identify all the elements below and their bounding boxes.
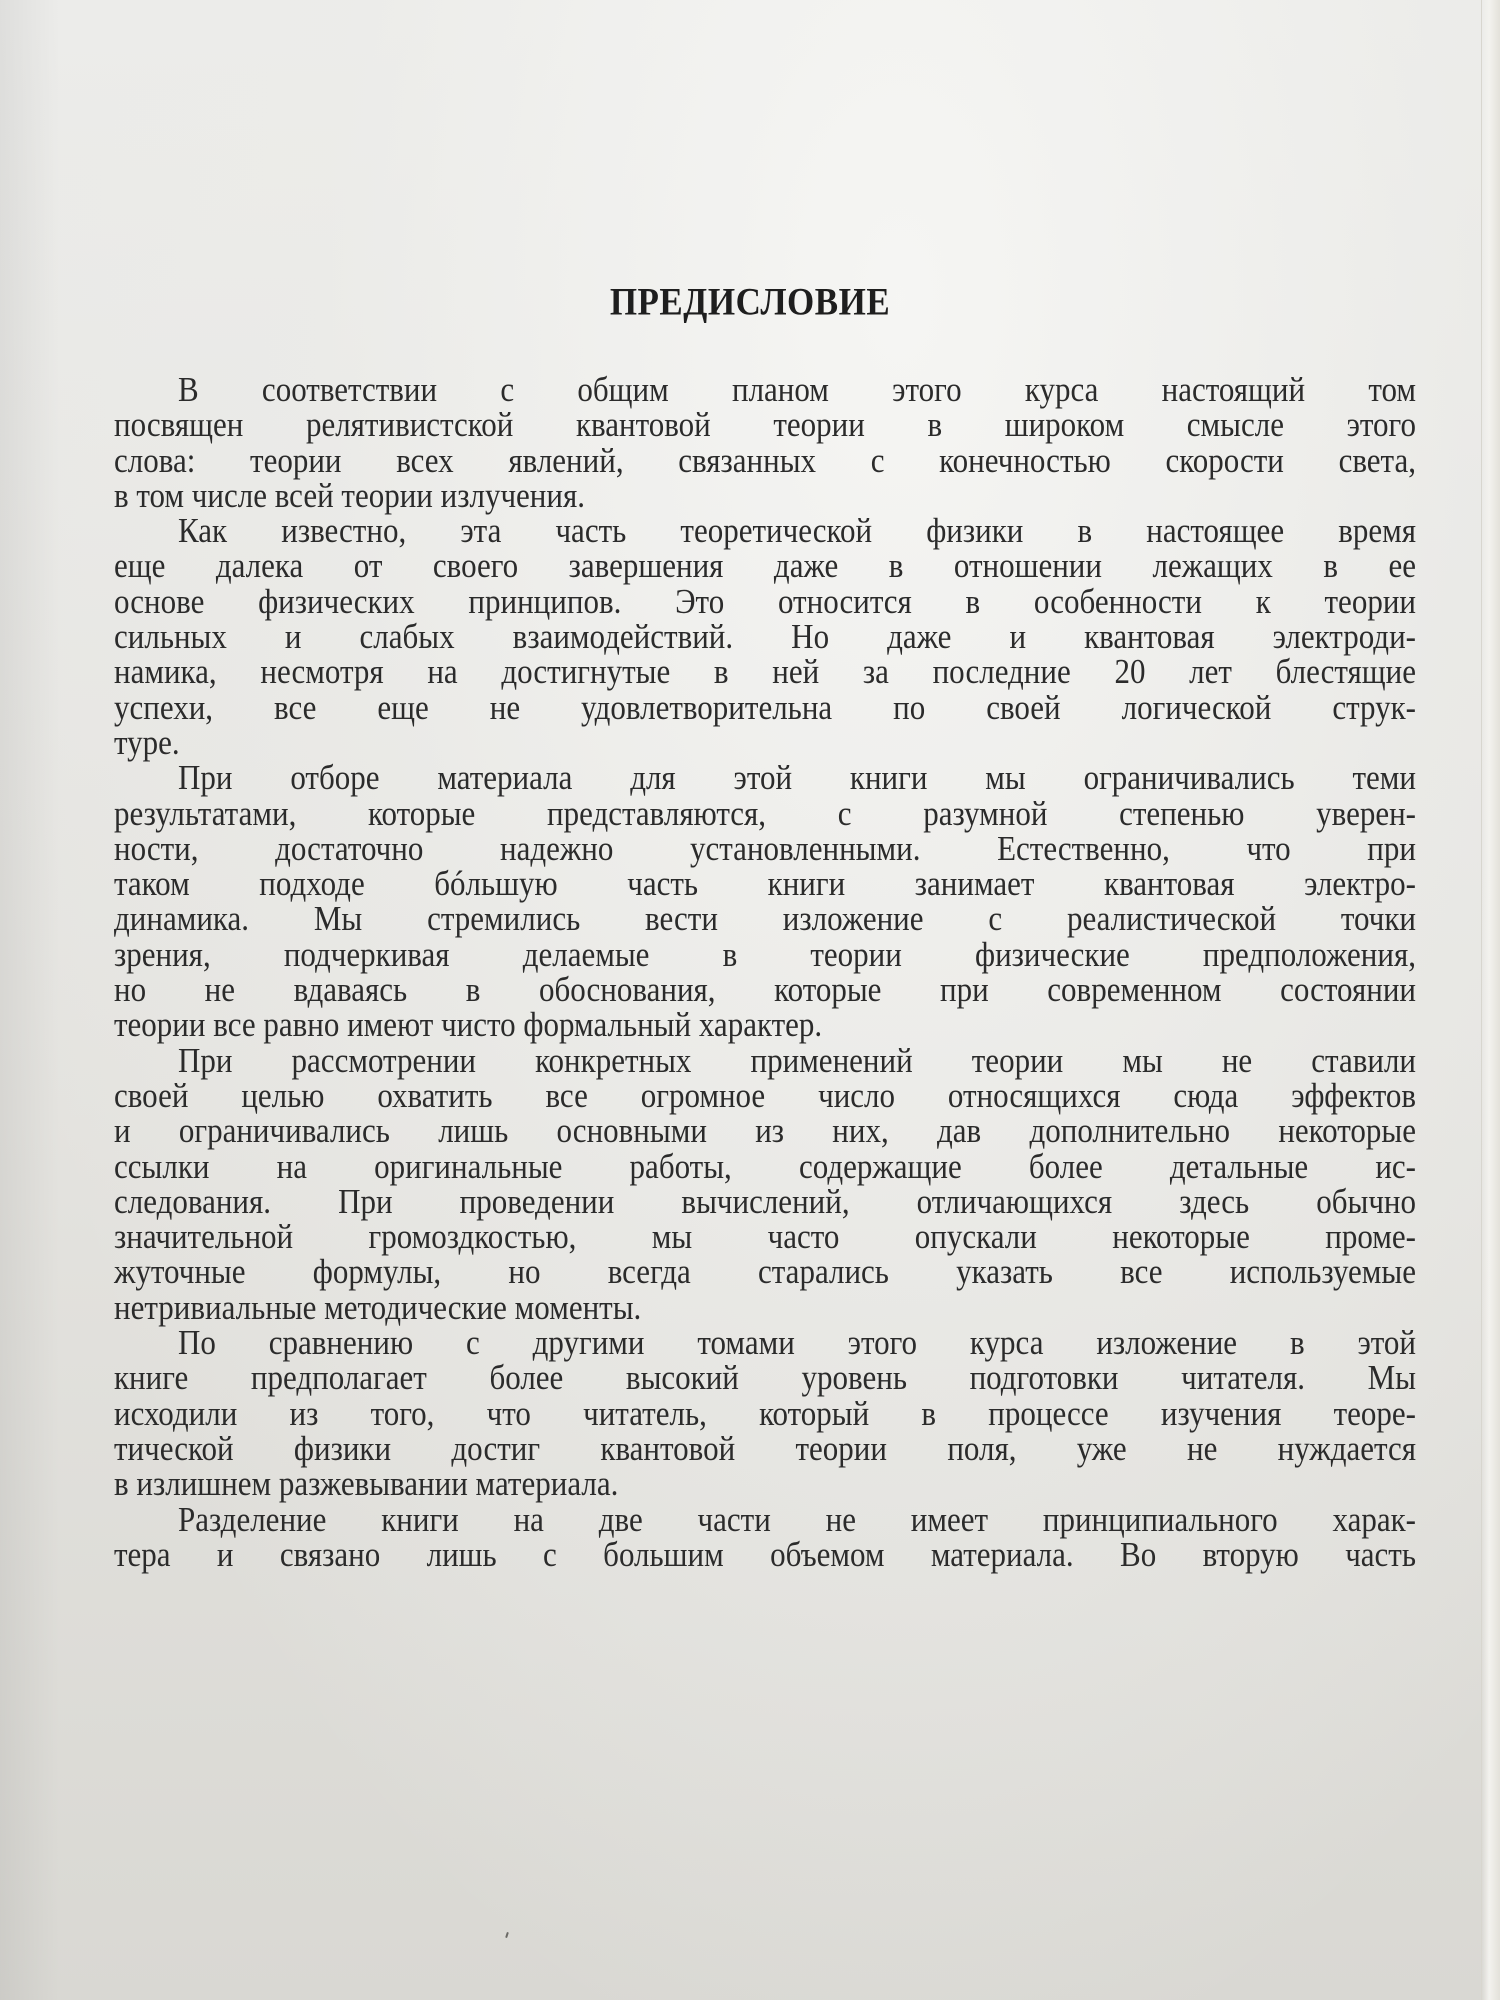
text-line: тической физики достиг квантовой теории поля, уже не нуждается — [114, 1428, 1416, 1468]
text-line: посвящен релятивистской квантовой теории в широком смысле этого — [114, 405, 1416, 445]
text-line: но не вдаваясь в обоснования, которые при современном состоянии — [114, 969, 1416, 1010]
text-line: В соответствии с общим планом этого курса настоящий том — [178, 369, 1416, 410]
paragraph-6 — [114, 1499, 1416, 1574]
text-line: результатами, которые представляются, с разумной степенью уверен- — [114, 793, 1416, 833]
text-line: ссылки на оригинальные работы, содержащие более детальные ис- — [114, 1146, 1416, 1186]
text-line: туре. — [114, 722, 180, 763]
text-line: Как известно, эта часть теоретической физики в настоящее время — [178, 511, 1416, 551]
text-line: намика, несмотря на достигнутые в ней за последние 20 лет блестящие — [114, 652, 1416, 692]
paragraph-4 — [114, 1040, 1416, 1327]
text-line: исходили из того, что читатель, который в процессе изучения теоре- — [114, 1393, 1416, 1433]
text-line: Разделение книги на две части не имеет принципиального харак- — [178, 1499, 1416, 1539]
text-line: жуточные формулы, но всегда старались указать все используемые — [114, 1252, 1416, 1292]
paragraph-2 — [114, 511, 1416, 763]
text-line: При рассмотрении конкретных применений теории мы не ставили — [178, 1040, 1416, 1080]
text-line: еще далека от своего завершения даже в отношении лежащих в ее — [114, 546, 1416, 586]
text-line: слова: теории всех явлений, связанных с конечностью скорости света, — [114, 440, 1416, 480]
text-line: в излишнем разжевывании материала. — [114, 1464, 619, 1504]
text-line: По сравнению с другими томами этого курса изложение в этой — [178, 1322, 1416, 1363]
paragraph-5 — [114, 1322, 1416, 1504]
preface-body — [114, 369, 1416, 1574]
paper-speck — [505, 1932, 509, 1938]
text-line: ности, достаточно надежно установленными. Естественно, что при — [114, 828, 1416, 868]
text-line: тера и связано лишь с большим объемом материала. Во вторую часть — [114, 1534, 1416, 1574]
text-line: основе физических принципов. Это относится в особенности к теории — [114, 581, 1416, 621]
text-line: теории все равно имеют чисто формальный характер. — [114, 1005, 823, 1045]
paragraph-1 — [114, 369, 1416, 515]
text-line: книге предполагает более высокий уровень подготовки читателя. Мы — [114, 1358, 1416, 1398]
text-line: успехи, все еще не удовлетворительна по своей логической струк- — [114, 687, 1416, 727]
text-line: сильных и слабых взаимодействий. Но даже и квантовая электроди- — [114, 616, 1416, 657]
paragraph-3 — [114, 758, 1416, 1045]
text-line: в том числе всей теории излучения. — [114, 475, 585, 515]
text-line: динамика. Мы стремились вести изложение с реалистической точки — [114, 899, 1416, 939]
text-line: своей целью охватить все огромное число относящихся сюда эффектов — [114, 1075, 1416, 1116]
text-line: и ограничивались лишь основными из них, дав дополнительно некоторые — [114, 1111, 1416, 1151]
text-line: При отборе материала для этой книги мы ограничивались теми — [178, 758, 1416, 798]
text-line: нетривиальные методические моменты. — [114, 1287, 642, 1327]
page-title: ПРЕДИСЛОВИЕ — [609, 279, 891, 324]
text-line: следования. При проведении вычислений, отличающихся здесь обычно — [114, 1181, 1416, 1221]
text-line: значительной громоздкостью, мы часто опускали некоторые проме- — [114, 1217, 1416, 1257]
text-line: зрения, подчеркивая делаемые в теории физические предположения, — [114, 934, 1416, 974]
text-line: таком подходе бóльшую часть книги занимает квантовая электро- — [114, 864, 1416, 904]
